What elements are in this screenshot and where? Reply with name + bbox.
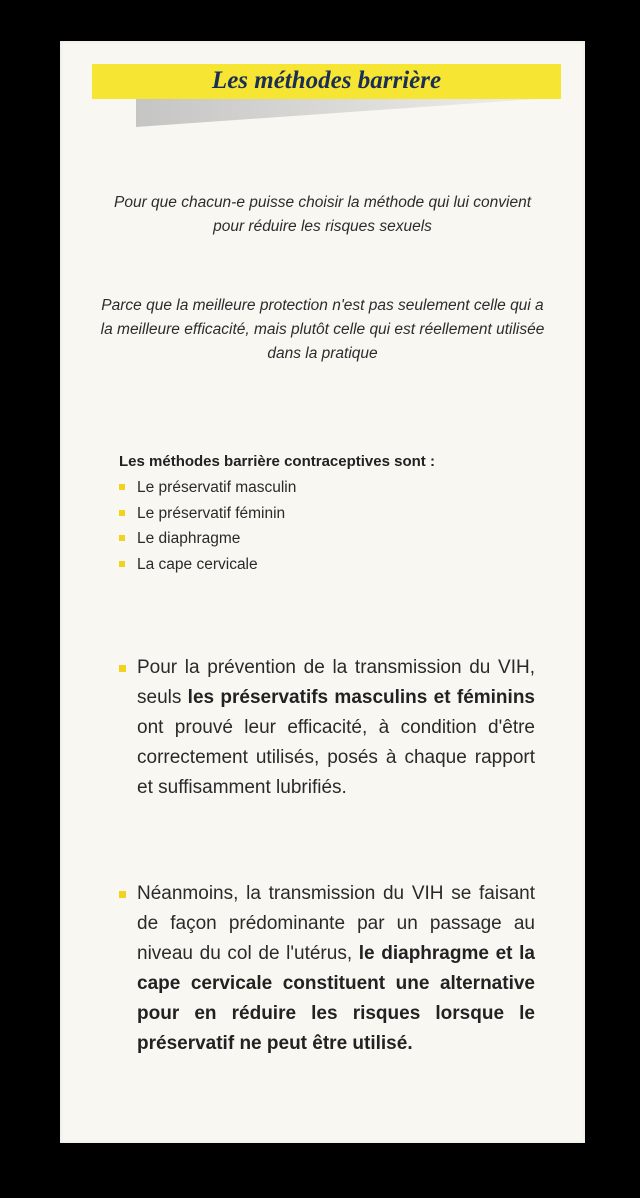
bullet-icon: [119, 891, 126, 898]
list-item: Le diaphragme: [119, 526, 296, 552]
intro-statement-2: Parce que la meilleure protection n'est pas seulement celle qui a la meilleure efficacité, mais plutôt celle qui est réellement utilisée dans la pratique: [100, 297, 545, 362]
hiv-prevention-paragraph: Pour la prévention de la transmission du VIH, seuls les préservatifs masculins et féminins ont prouvé leur efficacité, à condition d'être correctement utilisés, posés à chaque rapport et suffisamment lubrifiés.: [119, 653, 535, 803]
methods-list-heading: Les méthodes barrière contraceptives sont :: [119, 453, 435, 470]
bullet-icon: [119, 665, 126, 672]
title-banner: [92, 64, 561, 99]
banner-shadow: [136, 99, 536, 127]
bullet-icon: [119, 484, 125, 490]
list-item: Le préservatif masculin: [119, 475, 296, 501]
leaflet-page: [60, 41, 585, 1143]
bullet-icon: [119, 510, 125, 516]
list-item: La cape cervicale: [119, 552, 296, 578]
intro-statement-1: Pour que chacun-e puisse choisir la méthode qui lui convient pour réduire les risques sexuels: [113, 194, 532, 235]
bullet-icon: [119, 535, 125, 541]
alternative-methods-paragraph: Néanmoins, la transmission du VIH se faisant de façon prédominante par un passage au niveau du col de l'utérus, le diaphragme et la cape cervicale constituent une alternative pour en réduire les risques lorsque le préservatif ne peut être utilisé.: [119, 879, 535, 1059]
methods-list: [119, 475, 296, 577]
bullet-icon: [119, 561, 125, 567]
page-title: Les méthodes barrière: [211, 67, 442, 94]
emphasis-text: le diaphragme et la cape cervicale constituent une alternative pour en réduire les risques lorsque le préservatif ne peut être utilisé.: [137, 943, 535, 1054]
emphasis-text: les préservatifs masculins et féminins: [187, 687, 535, 708]
list-item: Le préservatif féminin: [119, 501, 296, 527]
